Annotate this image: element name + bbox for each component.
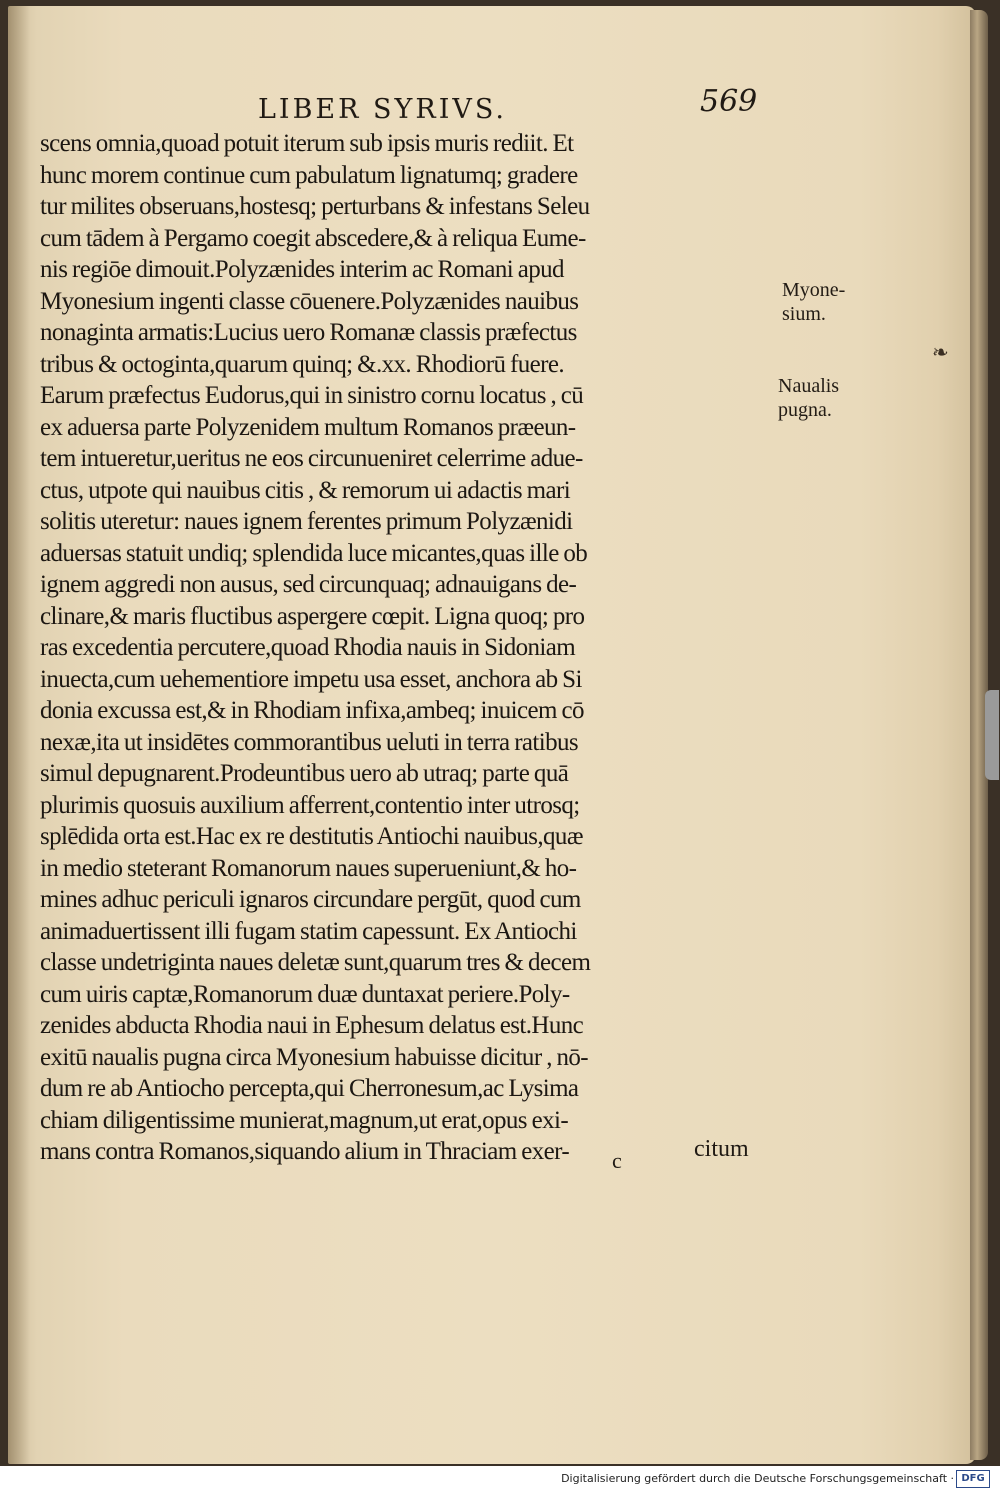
- dfg-logo-icon: DFG: [956, 1470, 990, 1488]
- text-line: exitū naualis pugna circa Myonesium habuisse dicitur , nō-: [40, 1043, 589, 1071]
- text-line: tribus & octoginta,quarum quinq; &.xx. Rhodiorū fuere.: [40, 350, 565, 378]
- text-line: aduersas statuit undiq; splendida luce micantes,quas ille ob: [40, 539, 588, 567]
- text-line: nexæ,ita ut insidētes commorantibus ueluti in terra ratibus: [40, 728, 579, 756]
- text-line: splēdida orta est.Hac ex re destitutis Antiochi nauibus,quæ: [40, 823, 583, 850]
- text-line: simul depugnarent.Prodeuntibus uero ab utraq; parte quā: [40, 760, 569, 787]
- text-line: tur milites obseruans,hostesq; perturbans & infestans Seleu: [40, 193, 590, 220]
- page-clip: [985, 690, 999, 780]
- body-text: [40, 128, 770, 1168]
- marginal-note-line: Myone-: [782, 279, 846, 301]
- marginal-note-line: Naualis: [778, 375, 840, 397]
- text-line: inuecta,cum uehementiore impetu usa esset, anchora ab Si: [40, 665, 582, 693]
- catchword: citum: [694, 1136, 749, 1162]
- text-line: in medio steterant Romanorum naues superueniunt,& ho-: [40, 854, 577, 882]
- text-line: hunc morem continue cum pabulatum lignatumq; gradere: [40, 161, 578, 189]
- marginal-note-naualis-pugna: [778, 374, 839, 422]
- signature-mark: c: [612, 1148, 622, 1173]
- funding-credit: Digitalisierung gefördert durch die Deutsche Forschungsgemeinschaft ·: [561, 1472, 954, 1485]
- text-line: clinare,& maris fluctibus aspergere cœpit. Ligna quoq; pro: [40, 602, 585, 630]
- text-line: tem intueretur,ueritus ne eos circunueniret celerrime adue-: [40, 445, 583, 472]
- text-line: chiam diligentissime munierat,magnum,ut erat,opus exi-: [40, 1106, 569, 1134]
- text-line: cum uiris captæ,Romanorum duæ duntaxat periere.Poly-: [40, 980, 570, 1008]
- text-line: nonaginta armatis:Lucius uero Romanæ classis præfectus: [40, 319, 577, 346]
- text-line: ignem aggredi non ausus, sed circunquaq; adnauigans de-: [40, 571, 577, 598]
- text-line: scens omnia,quoad potuit iterum sub ipsis muris rediit. Et: [40, 130, 574, 157]
- page-header: [0, 84, 1000, 130]
- text-line: zenides abducta Rhodia naui in Ephesum delatus est.Hunc: [40, 1012, 584, 1039]
- text-line: ras excedentia percutere,quoad Rhodia nauis in Sidoniam: [40, 634, 576, 661]
- book-gutter: [8, 6, 30, 1464]
- running-title: LIBER SYRIVS.: [258, 94, 507, 125]
- text-line: nis regiōe dimouit.Polyzænides interim ac Romani apud: [40, 256, 564, 283]
- text-line: dum re ab Antiocho percepta,qui Cherronesum,ac Lysima: [40, 1075, 579, 1102]
- text-line: mans contra Romanos,siquando alium in Thraciam exer-: [40, 1138, 570, 1165]
- marginal-note-line: pugna.: [778, 399, 832, 421]
- text-line: mines adhuc periculi ignaros circundare pergūt, quod cum: [40, 886, 581, 913]
- text-line: solitis uteretur: naues ignem ferentes primum Polyzænidi: [40, 508, 573, 535]
- marginal-note-myonesium: [782, 278, 845, 326]
- digitization-footer: [0, 1466, 1000, 1492]
- text-line: classe undetriginta naues deletæ sunt,quarum tres & decem: [40, 949, 591, 976]
- page-number: 569: [700, 84, 758, 119]
- text-line: animaduertissent illi fugam statim capessunt. Ex Antiochi: [40, 917, 577, 945]
- text-line: donia excussa est,& in Rhodiam infixa,ambeq; inuicem cō: [40, 697, 584, 724]
- ink-mark-icon: ❧: [932, 340, 949, 364]
- marginal-note-line: sium.: [782, 303, 826, 325]
- text-line: Myonesium ingenti classe cōuenere.Polyzænides nauibus: [40, 287, 579, 315]
- text-line: ctus, utpote qui nauibus citis , & remorum ui adactis mari: [40, 476, 571, 504]
- text-line: Earum præfectus Eudorus,qui in sinistro cornu locatus , cū: [40, 382, 584, 409]
- text-line: cum tādem à Pergamo coegit abscedere,& à reliqua Eume-: [40, 224, 586, 252]
- text-line: plurimis quosuis auxilium afferrent,contentio inter utrosq;: [40, 791, 580, 819]
- text-line: ex aduersa parte Polyzenidem multum Romanos præeun-: [40, 413, 576, 441]
